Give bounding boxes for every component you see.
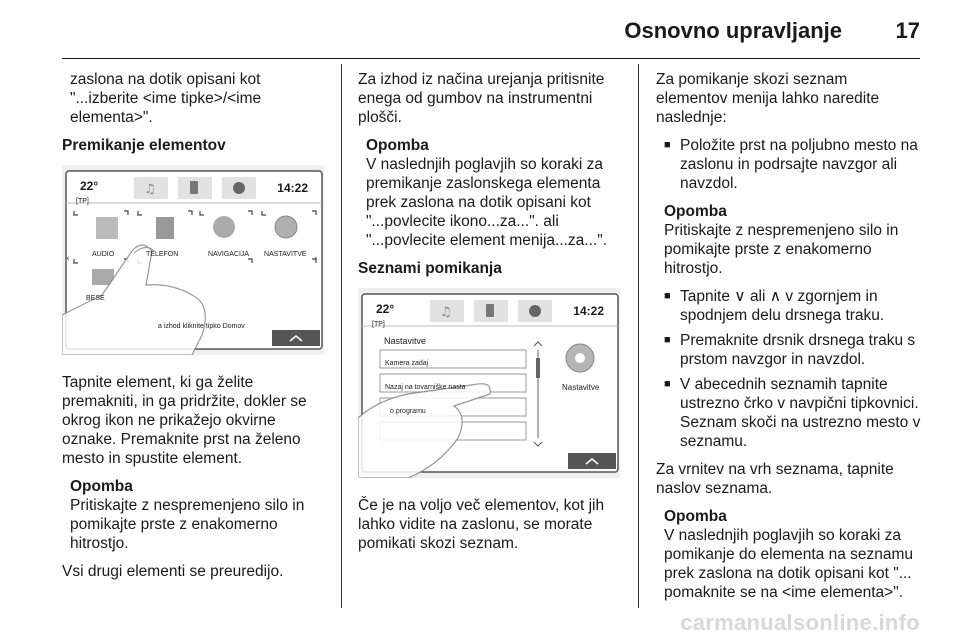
screen1-app-telefon: TELEFON	[146, 251, 179, 258]
note-heading: Opomba	[664, 203, 727, 220]
bullet-list	[656, 136, 922, 193]
screen2-temp: 22°	[376, 302, 395, 316]
section-heading: Seznami pomikanja	[358, 260, 502, 277]
note-body: V naslednjih poglavjih so koraki za pomikanje do elementa na seznamu prek zaslona na dotik opisani kot "... pomaknite se na <ime elementa>".	[664, 527, 914, 601]
screen2-list-item: Kamera zadaj	[385, 360, 429, 367]
note-body: V naslednjih poglavjih so koraki za premikanje zaslonskega elementa prek zaslona na dotik opisani kot "...povlecite ikono...za...". ali "...povlecite element menija...za...".	[366, 156, 608, 249]
section-heading: Premikanje elementov	[62, 137, 226, 154]
paragraph: Za pomikanje skozi seznam elementov menija lahko naredite naslednje:	[656, 71, 880, 126]
column-2	[358, 70, 620, 562]
screen2-side-label: Nastavitve	[562, 383, 600, 392]
page-title: Osnovno upravljanje	[624, 18, 842, 43]
screen1-app-navigacija: NAVIGACIJA	[208, 251, 250, 258]
screen1-footer: a izhod kliknite tipko Domov	[158, 323, 245, 330]
svg-text:♫: ♫	[440, 305, 452, 320]
screenshot-move-elements	[62, 165, 324, 355]
paragraph: Tapnite element, ki ga želite premakniti, in ga pridržite, dokler se okrog ikon ne prikažejo okvirne oznake. Premaknite prst na želeno mesto in spustite element.	[62, 374, 307, 467]
note-heading: Opomba	[664, 508, 727, 525]
bullet-list	[656, 287, 922, 451]
screen2-list-item: Nazaj na tovarniške nasta	[385, 384, 466, 391]
note-heading: Opomba	[366, 137, 429, 154]
svg-text:‹: ‹	[66, 254, 70, 264]
paragraph: Vsi drugi elementi se preuredijo.	[62, 563, 284, 580]
note-body: Pritiskajte z nespremenjeno silo in pomikajte prste z enakomerno hitrostjo.	[664, 222, 899, 277]
screen1-app-nastavitve: NASTAVITVE	[264, 251, 307, 258]
screen1-app-bese: BESE	[86, 295, 105, 302]
screen1-temp: 22°	[80, 179, 99, 193]
screen2-list-item: o programu	[390, 408, 426, 415]
note-heading: Opomba	[70, 478, 133, 495]
screen2-time: 14:22	[573, 304, 604, 318]
bullet-item: ■ V abecednih seznamih tapnite ustrezno črko v navpični tipkovnici. Seznam skoči na ustrezno mesto v seznamu.	[656, 375, 922, 451]
bullet-item: ■ Premaknite drsnik drsnega traku s prstom navzgor in navzdol.	[656, 331, 922, 369]
watermark: carmanualsonline.info	[680, 610, 920, 635]
screen2-tp: [TP]	[372, 321, 385, 328]
column-divider-1	[341, 64, 342, 608]
page-number: 17	[895, 18, 920, 43]
paragraph: zaslona na dotik opisani kot "...izberite <ime tipke>/<ime elementa>".	[70, 71, 262, 126]
screenshot-scroll-lists	[358, 288, 620, 478]
paragraph: Za vrnitev na vrh seznama, tapnite naslov seznama.	[656, 461, 894, 497]
note-body: Pritiskajte z nespremenjeno silo in pomikajte prste z enakomerno hitrostjo.	[70, 497, 305, 552]
bullet-item: ■ Tapnite ∨ ali ∧ v zgornjem in spodnjem delu drsnega traku.	[656, 287, 922, 325]
svg-text:♫: ♫	[144, 182, 156, 197]
screen2-list-title: Nastavitve	[384, 336, 427, 346]
screen1-tp: [TP]	[76, 198, 89, 205]
screen1-time: 14:22	[277, 181, 308, 195]
page-header	[0, 0, 960, 60]
column-1	[62, 70, 324, 590]
column-3	[656, 70, 922, 611]
svg-text:›: ›	[314, 254, 318, 264]
screen1-app-audio: AUDIO	[92, 251, 115, 258]
header-rule	[62, 58, 920, 59]
bullet-item: ■ Položite prst na poljubno mesto na zaslonu in podrsajte navzgor ali navzdol.	[656, 136, 922, 193]
column-divider-2	[638, 64, 639, 608]
paragraph: Za izhod iz načina urejanja pritisnite enega od gumbov na instrumentni plošči.	[358, 71, 605, 126]
paragraph: Če je na voljo več elementov, kot jih lahko vidite na zaslonu, se morate pomikati skozi seznam.	[358, 497, 605, 552]
